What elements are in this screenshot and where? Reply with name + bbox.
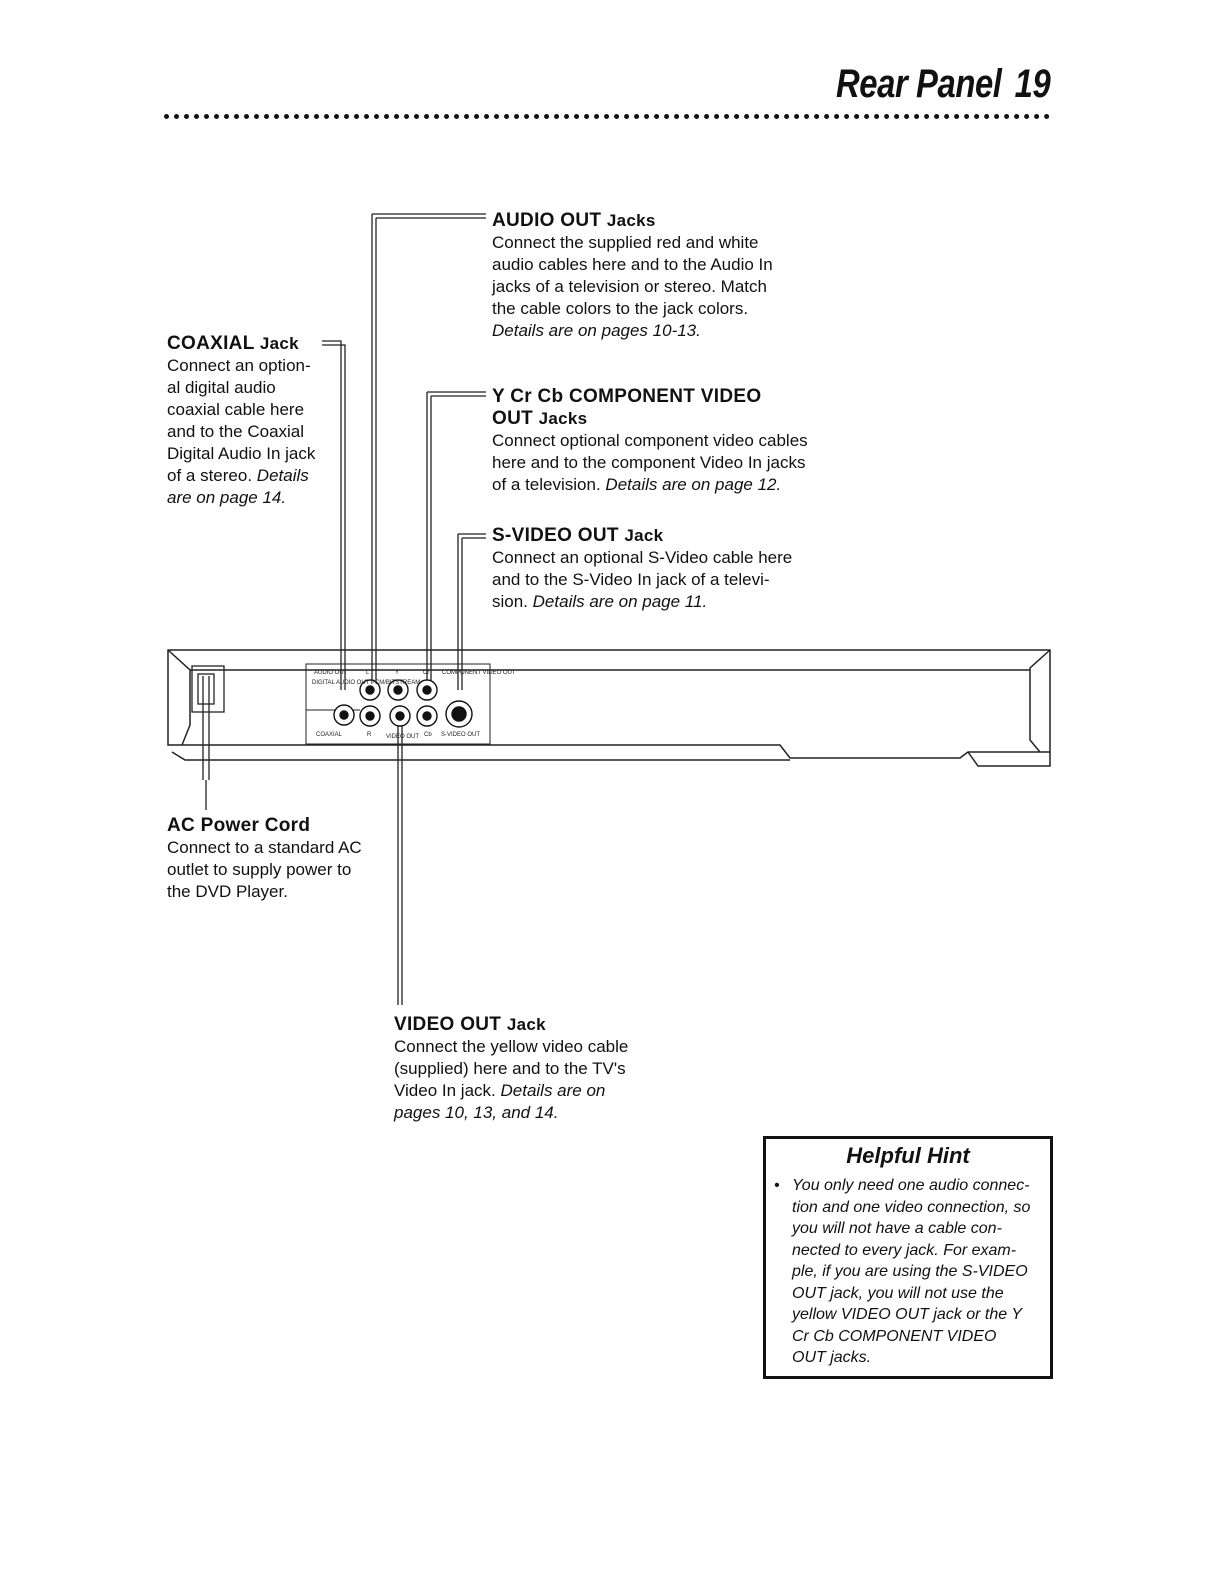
callout-line: coaxial cable here: [167, 400, 305, 419]
panel-label: AUDIO OUT: [314, 670, 348, 676]
dvd-chassis: [168, 650, 1050, 766]
callout-line: jacks of a television or stereo. Match: [492, 277, 767, 296]
hint-body: [774, 1175, 1042, 1369]
hint-line: tion and one video connection, so: [792, 1198, 1031, 1216]
callout-title: Y Cr Cb COMPONENT VIDEO: [492, 386, 762, 407]
panel-label: Cb: [424, 732, 432, 738]
callout-reference: pages 10, 13, and 14.: [394, 1103, 559, 1122]
callout-line: outlet to supply power to: [167, 860, 352, 879]
hint-line: nected to every jack. For exam-: [792, 1241, 1017, 1259]
callout-title: AC Power Cord: [167, 815, 311, 836]
jacks: [334, 680, 472, 727]
hint-line: ple, if you are using the S-VIDEO: [792, 1263, 1028, 1280]
ac-socket: [192, 666, 224, 712]
callout-line: Connect to a standard AC: [167, 838, 362, 857]
callout-line: audio cables here and to the Audio In: [492, 255, 773, 274]
callout-reference: are on page 14.: [167, 488, 287, 507]
leader-video-out: [398, 708, 402, 1005]
hint-line: OUT jacks.: [792, 1349, 872, 1366]
callout-title: S-VIDEO OUT Jack: [492, 525, 664, 546]
panel-label: L: [366, 670, 370, 676]
callout-line: Connect an optional S-Video cable here: [492, 548, 793, 567]
callout-title: COAXIAL Jack: [167, 333, 299, 354]
panel-label: S-VIDEO OUT: [441, 732, 481, 738]
page-number: 19: [1014, 62, 1050, 106]
leader-svideo: [458, 534, 486, 690]
callout-line: sion. Details are on page 11.: [492, 592, 708, 611]
callout-title: AUDIO OUT Jacks: [492, 210, 656, 231]
hint-title: Helpful Hint: [846, 1143, 970, 1168]
callout-line: of a stereo. Details: [167, 466, 309, 485]
callout-line: Connect optional component video cables: [492, 431, 808, 450]
panel-label: Cr: [423, 670, 430, 676]
callout-line: of a television. Details are on page 12.: [492, 475, 782, 494]
panel-label: R: [367, 732, 372, 738]
callout-line: Connect the supplied red and white: [492, 233, 759, 252]
callout-line: Connect the yellow video cable: [394, 1037, 629, 1056]
hint-line: yellow VIDEO OUT jack or the Y: [792, 1306, 1022, 1323]
callout-line: the DVD Player.: [167, 882, 288, 901]
panel-label: VIDEO OUT: [386, 734, 420, 740]
callout-line: and to the S-Video In jack of a televi-: [492, 570, 770, 589]
callout-line: here and to the component Video In jacks: [492, 453, 806, 472]
section-title: Rear Panel: [835, 62, 1002, 106]
callout-line: Video In jack. Details are on: [394, 1081, 606, 1100]
callout-line: Connect an option-: [167, 356, 311, 375]
leader-audio-out: [372, 214, 486, 690]
panel-label: COAXIAL: [316, 732, 343, 738]
callout-line: the cable colors to the jack colors.: [492, 299, 749, 318]
callout-line: al digital audio: [167, 378, 276, 397]
leader-coaxial: [322, 341, 345, 690]
leader-ac-cord: [203, 676, 209, 810]
leader-component: [427, 392, 486, 690]
callout-reference: Details are on pages 10-13.: [492, 321, 701, 340]
hint-line: you will not have a cable con-: [792, 1220, 1002, 1237]
panel-label: COMPONENT VIDEO OUT: [442, 670, 516, 676]
callout-title: VIDEO OUT Jack: [394, 1014, 546, 1035]
hint-line: You only need one audio connec-: [792, 1177, 1030, 1194]
helpful-hint-box: [763, 1136, 1053, 1379]
hint-bullet: •: [774, 1177, 780, 1194]
callout-line: (supplied) here and to the TV's: [394, 1059, 626, 1078]
callout-title-line2: OUT Jacks: [492, 408, 588, 429]
callout-line: and to the Coaxial: [167, 422, 305, 441]
hint-line: OUT jack, you will not use the: [792, 1284, 1004, 1302]
panel-label: DIGITAL AUDIO OUT PCM/BITSTREAM: [312, 680, 421, 686]
callout-line: Digital Audio In jack: [167, 444, 316, 463]
panel-label: Y: [395, 670, 400, 676]
hint-line: Cr Cb COMPONENT VIDEO: [792, 1327, 997, 1345]
